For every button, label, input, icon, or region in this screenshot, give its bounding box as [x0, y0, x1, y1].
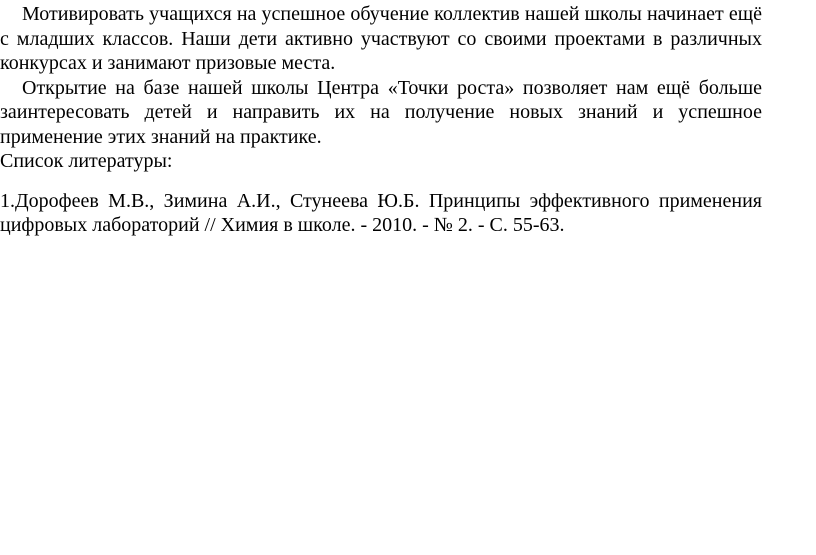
reference-list — [0, 189, 762, 238]
reference-item: 1.Дорофеев М.В., Зимина А.И., Стунеева Ю.Б. Принципы эффективного применения цифровых лабораторий // Химия в школе. - 2010. - № 2. - С. 55-63. — [0, 189, 762, 236]
paragraph-motivation: Мотивировать учащихся на успешное обучение коллектив нашей школы начинает ещё с младших классов. Наши дети активно участвуют со своими проектами в различных конкурсах и занимают призовые места. — [0, 3, 762, 74]
references-heading: Список литературы: — [0, 150, 173, 172]
document-body — [0, 0, 762, 238]
paragraph-growth-center: Открытие на базе нашей школы Центра «Точки роста» позволяет нам ещё больше заинтересовать детей и направить их на получение новых знаний и успешное применение этих знаний на практике. — [0, 76, 762, 148]
